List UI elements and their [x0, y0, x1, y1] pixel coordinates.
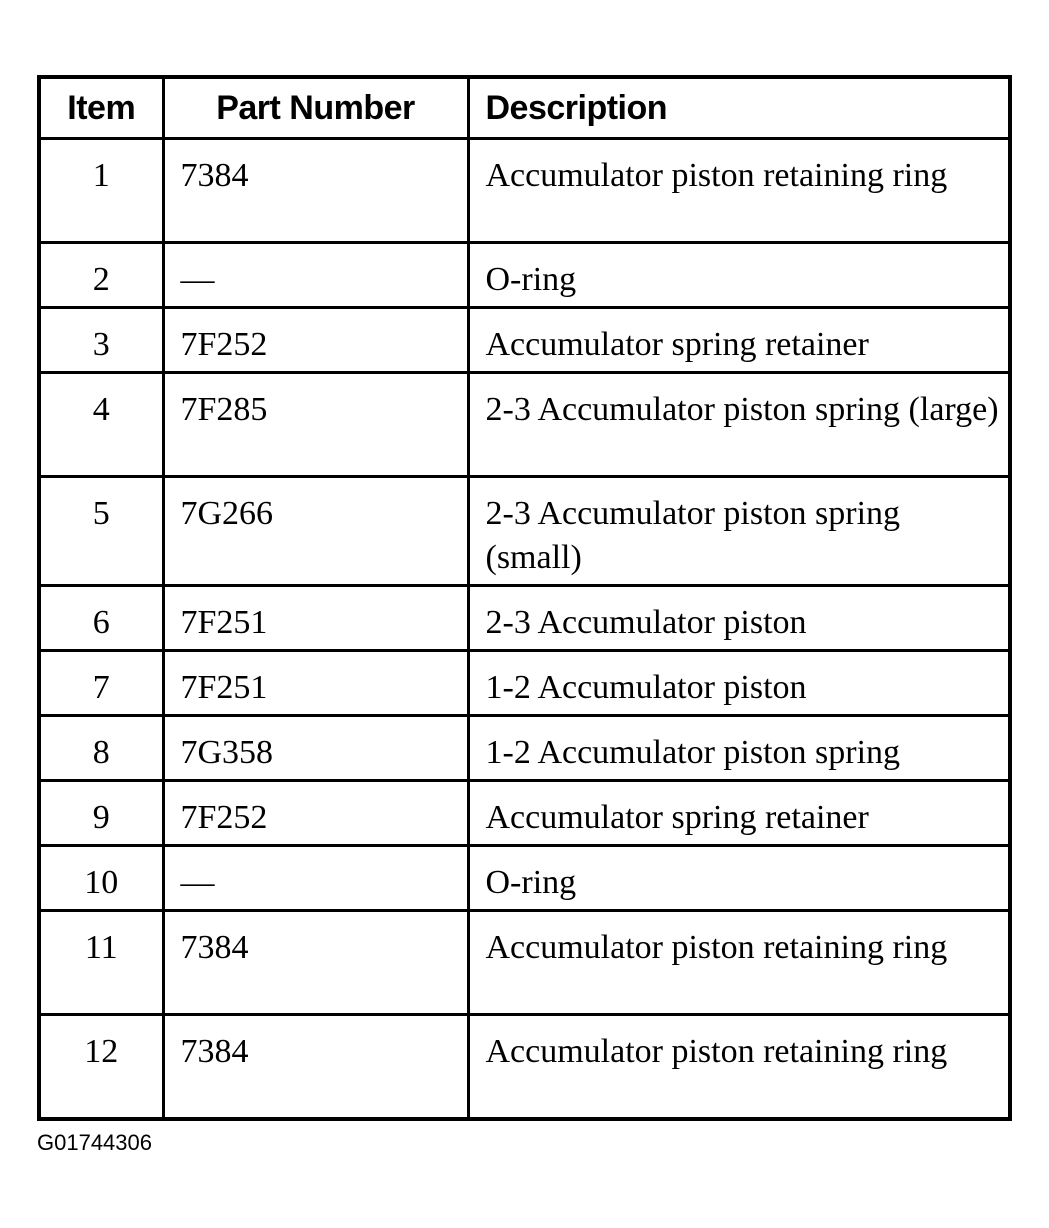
figure-id: G01744306 [37, 1130, 152, 1155]
table-row [39, 1015, 1010, 1119]
part-number-cell: — [163, 243, 468, 308]
description-cell: Accumulator piston retaining ring [468, 1015, 1010, 1119]
part-number-cell: — [163, 846, 468, 911]
item-cell: 1 [39, 139, 163, 243]
description-cell: Accumulator spring retainer [468, 781, 1010, 846]
item-cell: 8 [39, 716, 163, 781]
description-cell: 2-3 Accumulator piston spring (large) [468, 373, 1010, 477]
part-number-cell: 7F251 [163, 651, 468, 716]
table-row [39, 477, 1010, 586]
item-cell: 4 [39, 373, 163, 477]
description-cell: Accumulator spring retainer [468, 308, 1010, 373]
description-cell: Accumulator piston retaining ring [468, 139, 1010, 243]
header-item: Item [39, 77, 163, 139]
description-cell: 1-2 Accumulator piston spring [468, 716, 1010, 781]
table-row [39, 373, 1010, 477]
part-number-cell: 7384 [163, 911, 468, 1015]
description-cell: Accumulator piston retaining ring [468, 911, 1010, 1015]
table-row [39, 716, 1010, 781]
table-row [39, 308, 1010, 373]
part-number-cell: 7384 [163, 139, 468, 243]
item-cell: 3 [39, 308, 163, 373]
item-cell: 7 [39, 651, 163, 716]
table-row [39, 846, 1010, 911]
item-cell: 9 [39, 781, 163, 846]
part-number-cell: 7F252 [163, 308, 468, 373]
item-cell: 10 [39, 846, 163, 911]
item-cell: 2 [39, 243, 163, 308]
description-cell: O-ring [468, 846, 1010, 911]
part-number-cell: 7F252 [163, 781, 468, 846]
table-row [39, 781, 1010, 846]
description-cell: 2-3 Accumulator piston [468, 586, 1010, 651]
item-cell: 6 [39, 586, 163, 651]
table-row [39, 243, 1010, 308]
part-number-cell: 7F251 [163, 586, 468, 651]
table-header-row [39, 77, 1010, 139]
table-row [39, 139, 1010, 243]
parts-table [37, 75, 1012, 1121]
part-number-cell: 7G358 [163, 716, 468, 781]
table-row [39, 651, 1010, 716]
description-cell: O-ring [468, 243, 1010, 308]
description-cell: 2-3 Accumulator piston spring (small) [468, 477, 1010, 586]
part-number-cell: 7384 [163, 1015, 468, 1119]
item-cell: 5 [39, 477, 163, 586]
part-number-cell: 7G266 [163, 477, 468, 586]
item-cell: 12 [39, 1015, 163, 1119]
header-description: Description [468, 77, 1010, 139]
table-row [39, 586, 1010, 651]
description-cell: 1-2 Accumulator piston [468, 651, 1010, 716]
header-part-number: Part Number [163, 77, 468, 139]
part-number-cell: 7F285 [163, 373, 468, 477]
table-row [39, 911, 1010, 1015]
table-body [39, 139, 1010, 1119]
item-cell: 11 [39, 911, 163, 1015]
